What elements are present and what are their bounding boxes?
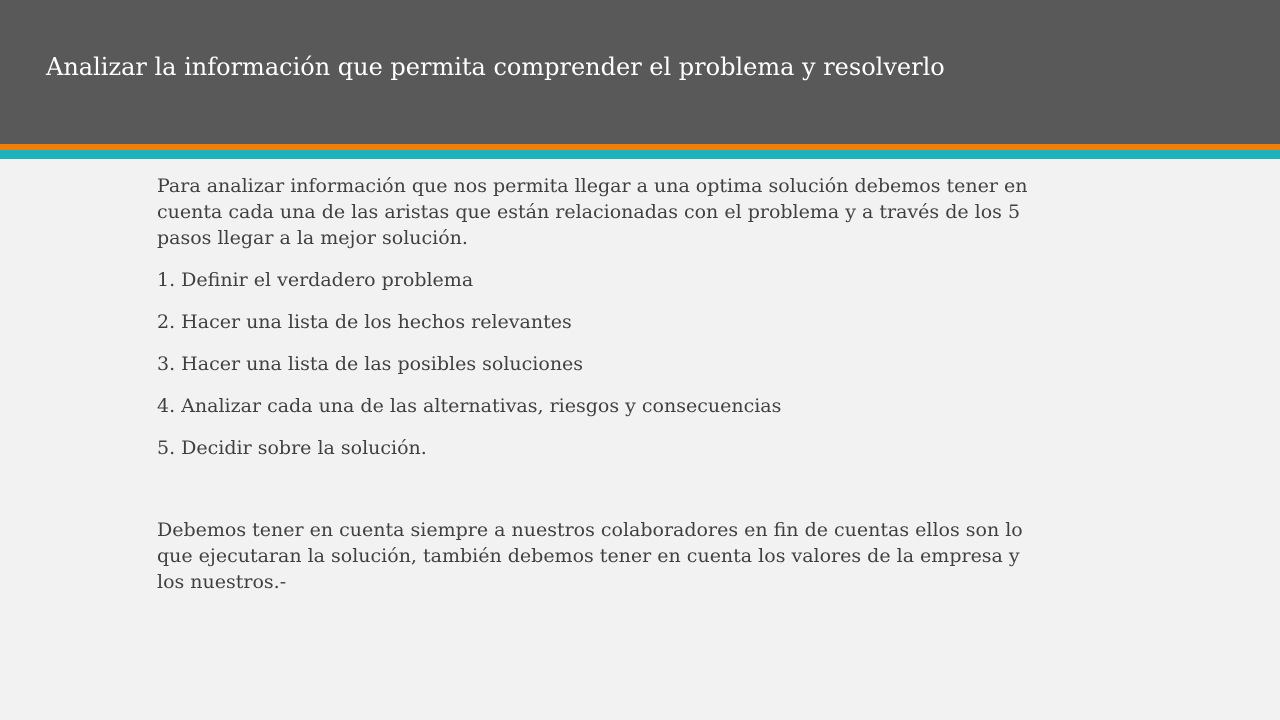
title-bar bbox=[0, 0, 1280, 144]
closing-paragraph: Debemos tener en cuenta siempre a nuestros colaboradores en fin de cuentas ellos son lo que ejecutaran la solución, también debemos tener en cuenta los valores de la empresa y los nuestros.- bbox=[157, 519, 1023, 593]
step-item: 3. Hacer una lista de las posibles soluciones bbox=[157, 353, 584, 375]
slide-title: Analizar la información que permita comprender el problema y resolverlo bbox=[46, 53, 945, 81]
step-item: 5. Decidir sobre la solución. bbox=[157, 437, 427, 459]
intro-paragraph: Para analizar información que nos permita llegar a una optima solución debemos tener en cuenta cada una de las aristas que están relacionadas con el problema y a través de los 5 pasos llegar a la mejor solución. bbox=[157, 175, 1028, 249]
step-item: 1. Definir el verdadero problema bbox=[157, 269, 474, 291]
step-item: 4. Analizar cada una de las alternativas, riesgos y consecuencias bbox=[157, 395, 782, 417]
accent-stripe-teal bbox=[0, 150, 1280, 159]
step-item: 2. Hacer una lista de los hechos relevantes bbox=[157, 311, 572, 333]
steps-list bbox=[157, 267, 1037, 461]
slide-body bbox=[157, 173, 1037, 595]
